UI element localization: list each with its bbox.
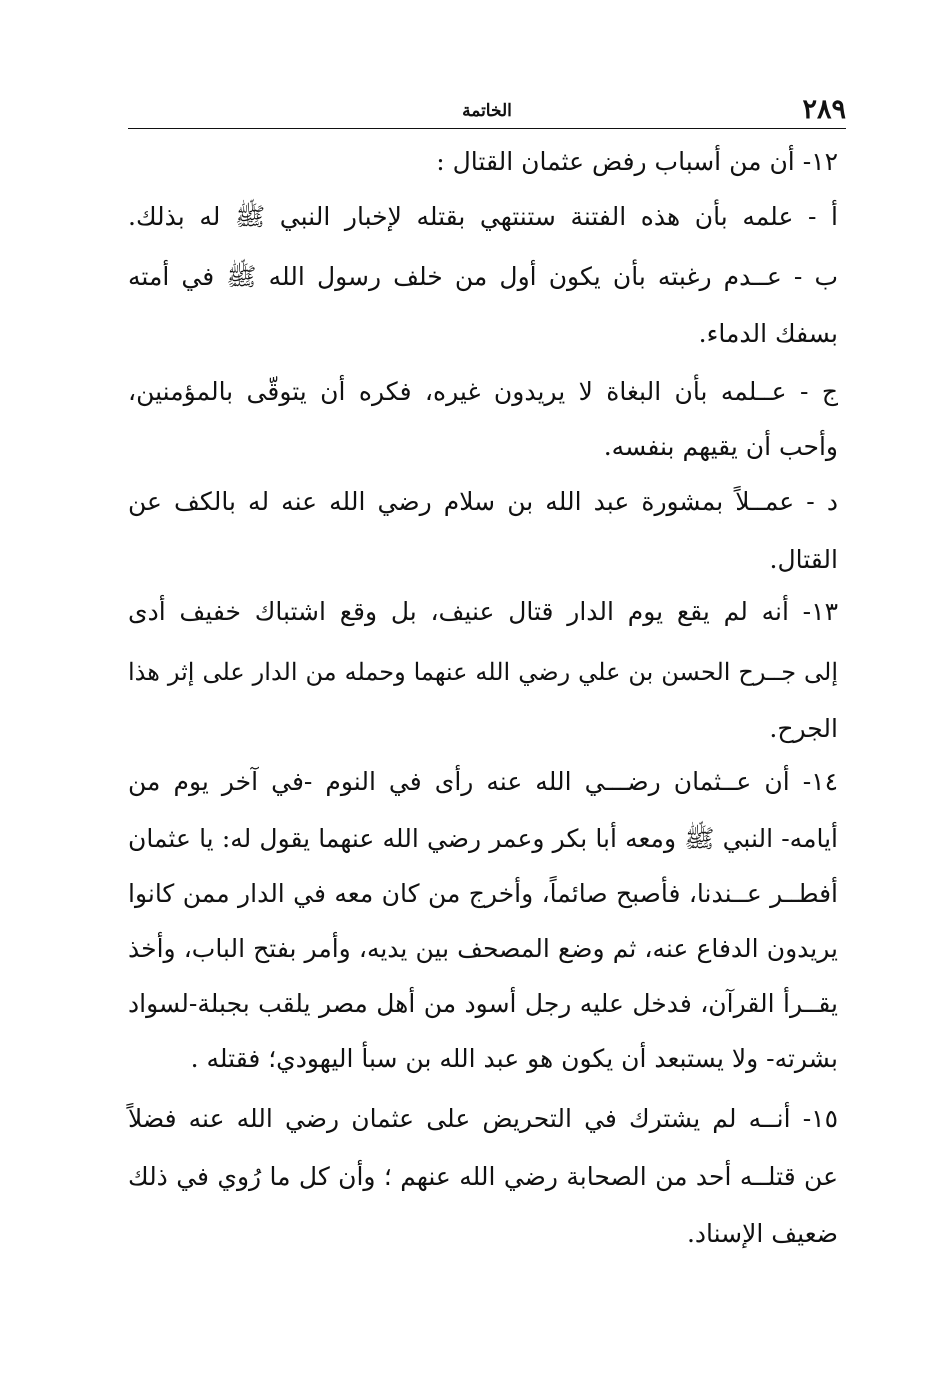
text-line: بشرته- ولا يستبعد أن يكون هو عبد الله بن سبأ اليهودي؛ فقتله .	[190, 1044, 838, 1073]
text-line: يريدون الدفاع عنه، ثم وضع المصحف بين يديه، وأمر بفتح الباب، وأخذ	[128, 934, 838, 963]
text-line: أفطــر عــندنا، فأصبح صائماً، وأخرج من كان معه في الدار ممن كانوا	[128, 879, 838, 908]
page-number: ٢٨٩	[802, 94, 846, 125]
text-line: بسفك الدماء.	[698, 319, 838, 348]
text-line: وأحب أن يقيهم بنفسه.	[603, 432, 838, 461]
text-line: ج - عــلمه بأن البغاة لا يريدون غيره، فكره أن يتوقّى بالمؤمنين،	[128, 377, 838, 406]
text-line: ضعيف الإسناد.	[686, 1219, 838, 1248]
text-line: د - عمــلاً بمشورة عبد الله بن سلام رضي الله عنه له بالكف عن	[128, 487, 838, 516]
text-line: ١٢- أن من أسباب رفض عثمان القتال :	[436, 147, 838, 176]
text-line: ١٣- أنه لم يقع يوم الدار قتال عنيف، بل وقع اشتباك خفيف أدى	[128, 597, 838, 626]
text-line: الجرح.	[769, 714, 838, 743]
text-line: أيامه- النبي ﷺ ومعه أبا بكر وعمر رضي الله عنهما يقول له: يا عثمان	[128, 824, 838, 853]
text-line: ١٤- أن عــثمان رضـــي الله عنه رأى في النوم -في آخر يوم من	[128, 767, 838, 796]
text-line: عن قتلــه أحد من الصحابة رضي الله عنهم ؛ وأن كل ما رُوي في ذلك	[128, 1162, 838, 1191]
text-line: القتال.	[769, 545, 838, 574]
text-line: أ - علمه بأن هذه الفتنة ستنتهي بقتله لإخبار النبي ﷺ له بذلك.	[128, 202, 838, 231]
text-line: إلى جــرح الحسن بن علي رضي الله عنهما وحمله من الدار على إثر هذا	[128, 658, 838, 686]
text-line: ب - عــدم رغبته بأن يكون أول من خلف رسول الله ﷺ في أمته	[128, 262, 838, 291]
text-line: يقــرأ القرآن، فدخل عليه رجل أسود من أهل مصر يلقب بجبلة-لسواد	[128, 989, 838, 1018]
running-title: الخاتمة	[462, 101, 512, 121]
page-header	[128, 94, 846, 129]
text-line: ١٥- أنــه لم يشترك في التحريض على عثمان رضي الله عنه فضلاً	[128, 1104, 838, 1133]
